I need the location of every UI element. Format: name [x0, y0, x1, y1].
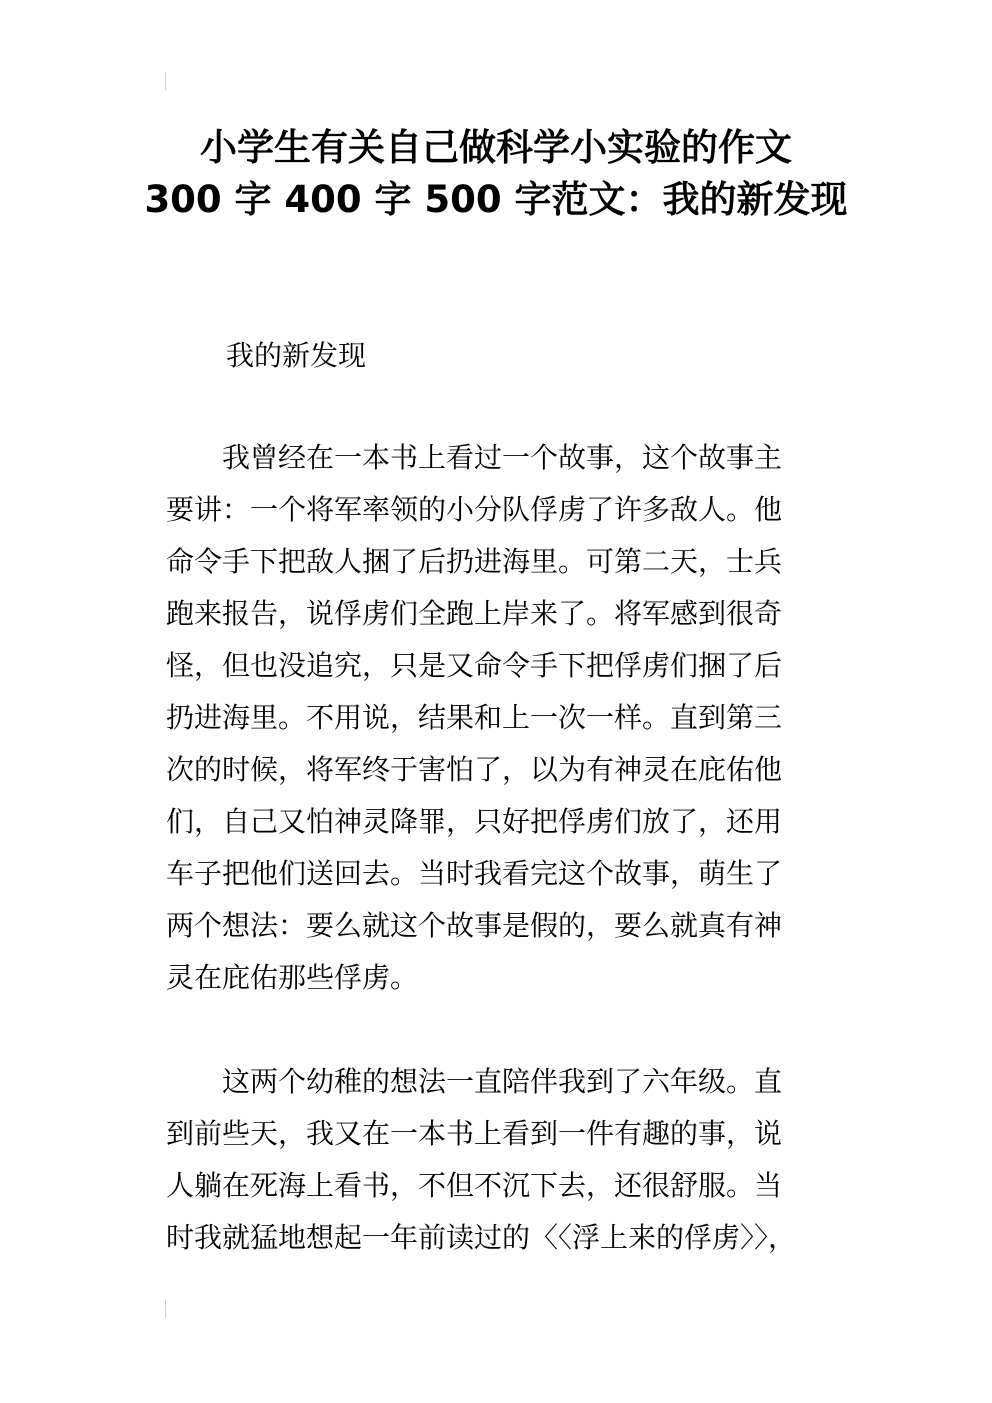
paragraph-line: 时我就猛地想起一年前读过的〈〈浮上来的俘虏〉〉，: [166, 1221, 797, 1254]
title-line-1: 小学生有关自己做科学小实验的作文: [200, 126, 792, 169]
title-line-2: 300 字 400 字 500 字范文：我的新发现: [144, 178, 848, 221]
paragraph-line: 车子把他们送回去。当时我看完这个故事，萌生了: [166, 857, 783, 890]
paragraph-line: 两个想法：要么就这个故事是假的，要么就真有神: [166, 909, 783, 942]
paragraph-line: 们，自己又怕神灵降罪，只好把俘虏们放了，还用: [166, 805, 783, 838]
paragraph-line: 怪，但也没追究，只是又命令手下把俘虏们捆了后: [166, 649, 783, 682]
paragraph-line: 跑来报告，说俘虏们全跑上岸来了。将军感到很奇: [166, 597, 783, 630]
paragraph-line: 到前些天，我又在一本书上看到一件有趣的事，说: [166, 1117, 783, 1150]
paragraph-line: 扔进海里。不用说，结果和上一次一样。直到第三: [166, 701, 783, 734]
page-corner-mark-top: [165, 72, 166, 90]
paragraph-line: 人躺在死海上看书，不但不沉下去，还很舒服。当: [166, 1169, 783, 1202]
page-corner-mark-bottom: [165, 1300, 166, 1318]
essay-subtitle: 我的新发现: [226, 339, 367, 372]
document-title: [140, 122, 852, 226]
paragraph-line: 次的时候，将军终于害怕了，以为有神灵在庇佑他: [166, 753, 783, 786]
paragraph-line: 命令手下把敌人捆了后扔进海里。可第二天，士兵: [166, 545, 783, 578]
paragraph-line: 这两个幼稚的想法一直陪伴我到了六年级。直: [166, 1065, 783, 1098]
paragraph-line: 我曾经在一本书上看过一个故事，这个故事主: [166, 441, 783, 474]
paragraph-line: 灵在庇佑那些俘虏。: [166, 961, 419, 994]
paragraph-line: 要讲：一个将军率领的小分队俘虏了许多敌人。他: [166, 493, 783, 526]
paragraph-1: [166, 432, 846, 1004]
paragraph-2: [166, 1056, 846, 1264]
